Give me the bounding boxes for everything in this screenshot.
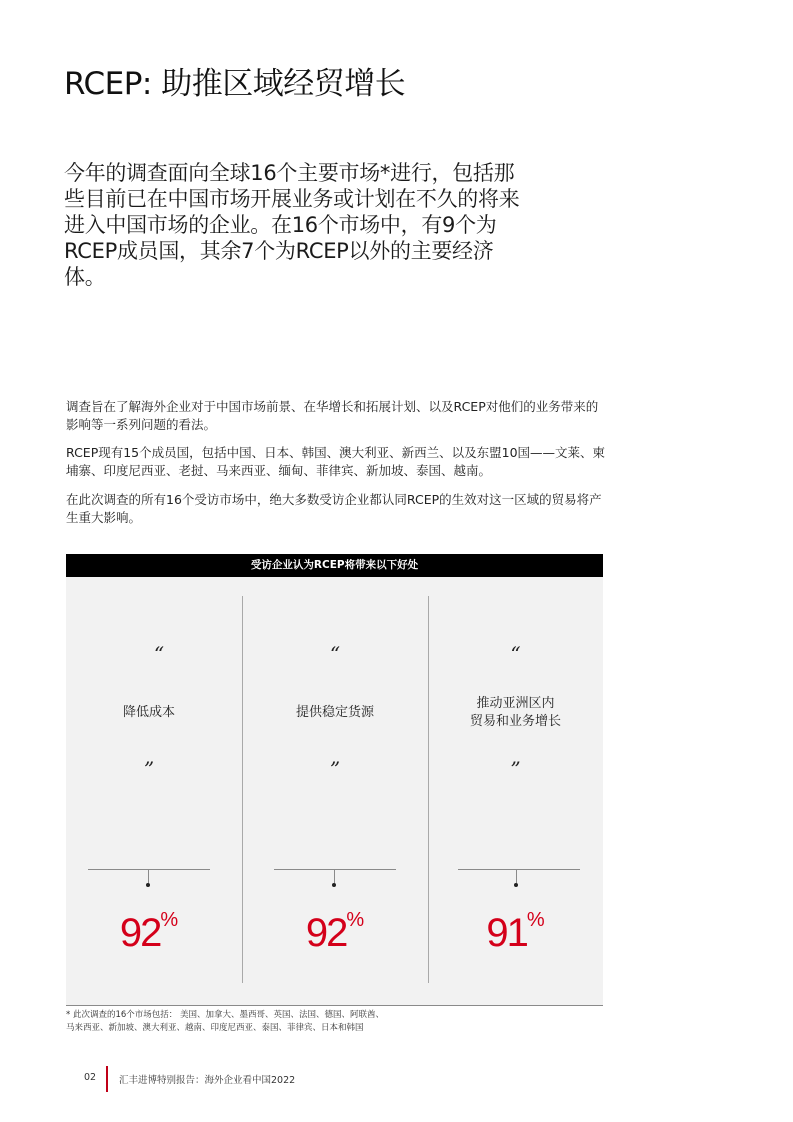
benefit-label: 降低成本 — [122, 705, 175, 720]
benefit-label: 提供稳定货源 — [295, 705, 374, 720]
footnote: * 此次调查的16个市场包括： 美国、加拿大、墨西哥、英国、法国、德国、阿联酋、 马来西亚、新加坡、澳大利亚、越南、印度尼西亚、泰国、菲律宾、日本和韩国 — [66, 1010, 384, 1033]
benefit-card-cost — [66, 577, 252, 1005]
benefit-card-trade — [428, 577, 603, 1005]
divider-dot — [514, 883, 518, 887]
benefit-percent — [428, 909, 603, 956]
body-paragraph-1: 调查旨在了解海外企业对于中国市场前景、在华增长和拓展计划、以及RCEP对他们的业务带来的影响等一系列问题的看法。 — [66, 399, 599, 432]
close-quote-mark: ” — [329, 757, 341, 781]
open-quote-mark: “ — [329, 642, 341, 666]
percent-value: 92 — [305, 911, 347, 955]
close-quote-mark: ” — [143, 757, 155, 781]
lead-paragraph: 今年的调查面向全球16个主要市场*进行，包括那些目前已在中国市场开展业务或计划在不久的将来进入中国市场的企业。在16个市场中，有9个为RCEP成员国，其余7个为RCEP以外的主要经济体。 — [64, 161, 520, 289]
divider-line — [88, 869, 210, 870]
benefit-label: 推动亚洲区内 贸易和业务增长 — [469, 696, 561, 729]
percent-value: 91 — [486, 911, 527, 955]
open-quote-mark: “ — [153, 642, 165, 666]
percent-symbol: % — [160, 909, 179, 931]
page-title: RCEP: 助推区域经贸增长 — [64, 66, 406, 102]
open-quote-mark: “ — [510, 642, 521, 666]
percent-value: 92 — [119, 911, 161, 955]
page-footer — [84, 1072, 296, 1086]
report-title: 汇丰进博特别报告：海外企业看中国2022 — [119, 1075, 296, 1086]
body-paragraph-2: RCEP现有15个成员国，包括中国、日本、韩国、澳大利亚、新西兰、以及东盟10国——文莱、柬埔寨、印度尼西亚、老挝、马来西亚、缅甸、菲律宾、新加坡、泰国、越南。 — [66, 445, 606, 478]
divider-line — [274, 869, 396, 870]
benefit-percent — [242, 909, 428, 956]
divider-tick — [516, 869, 517, 883]
divider-line — [458, 869, 580, 870]
body-paragraph-3: 在此次调查的所有16个受访市场中，绝大多数受访企业都认同RCEP的生效对这一区域的贸易将产生重大影响。 — [66, 492, 602, 525]
panel-header: 受访企业认为RCEP将带来以下好处 — [66, 554, 603, 577]
divider-dot — [146, 883, 150, 887]
benefits-panel — [66, 554, 603, 1006]
percent-symbol: % — [526, 909, 545, 931]
benefit-card-supply — [242, 577, 428, 1005]
benefit-percent — [66, 909, 232, 956]
divider-dot — [332, 883, 336, 887]
page-number: 02 — [84, 1072, 97, 1083]
close-quote-mark: ” — [510, 757, 521, 781]
divider-tick — [334, 869, 335, 883]
divider-tick — [148, 869, 149, 883]
percent-symbol: % — [346, 909, 365, 931]
